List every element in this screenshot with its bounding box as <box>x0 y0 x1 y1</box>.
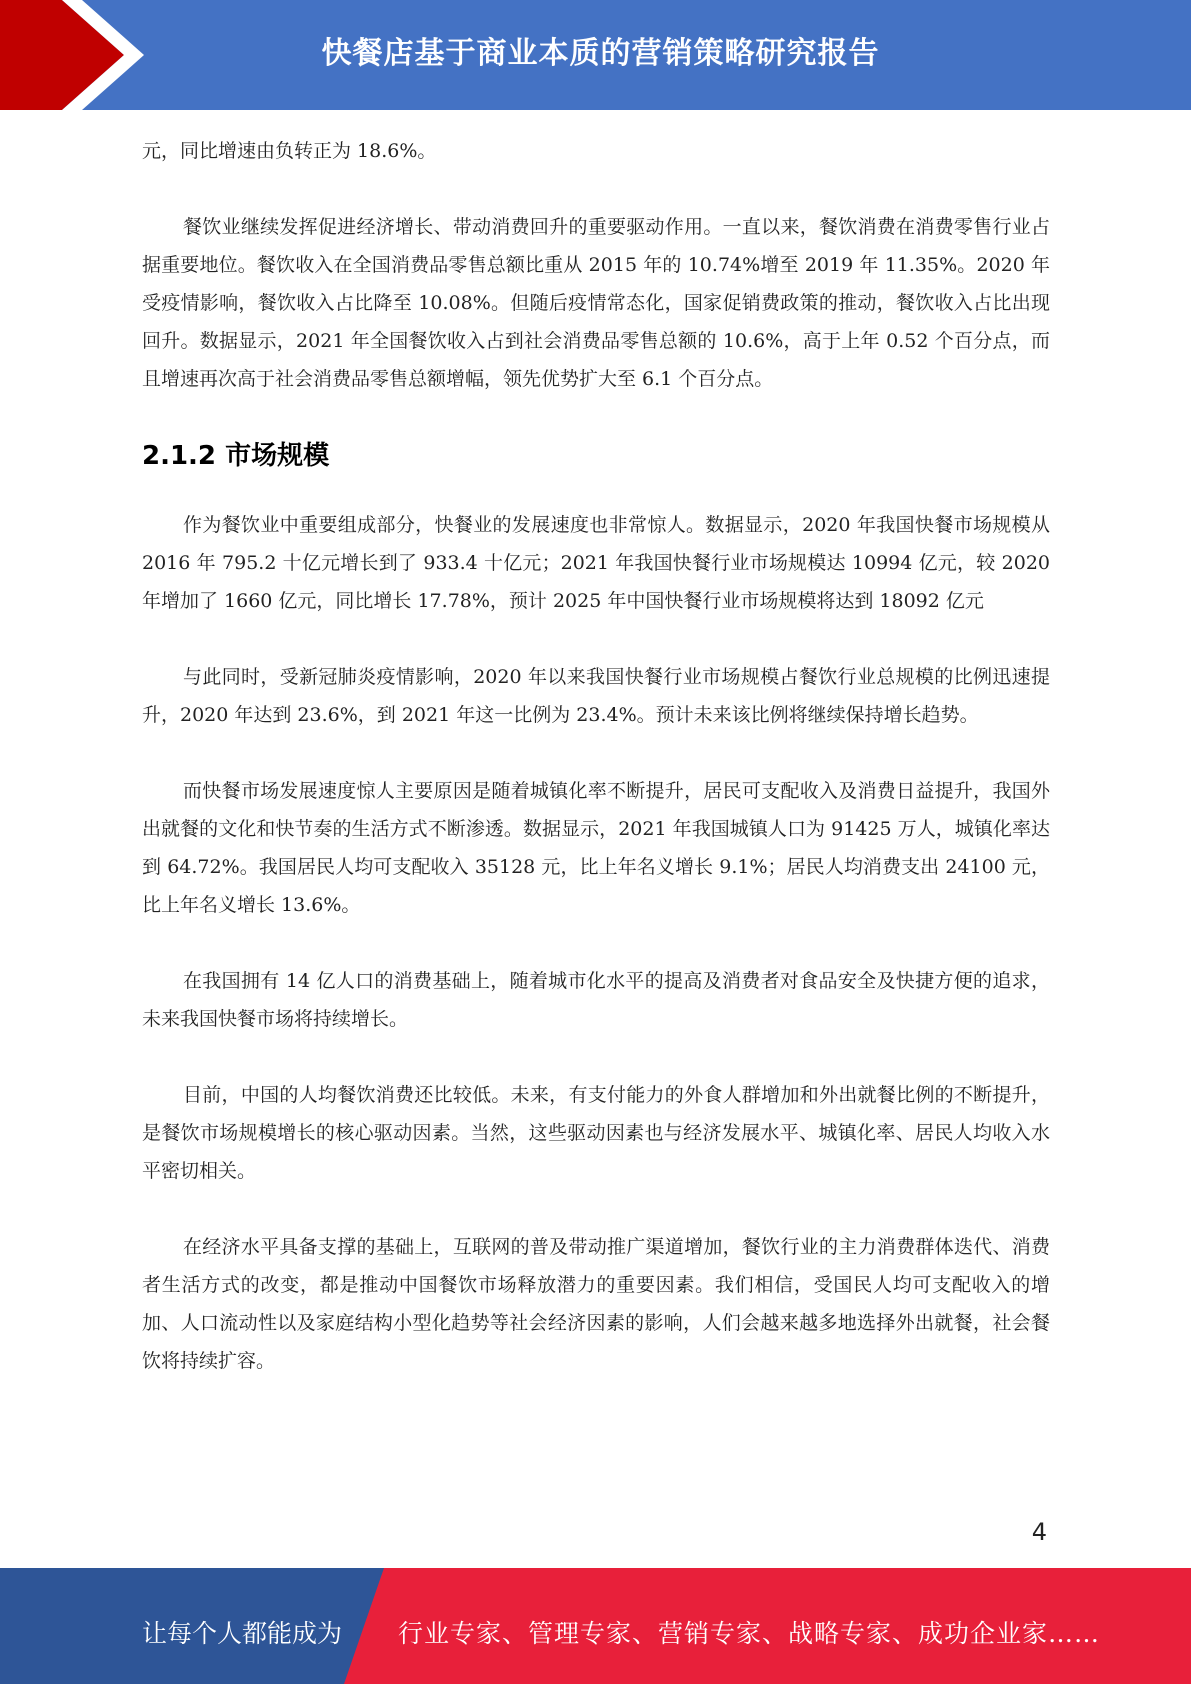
report-title: 快餐店基于商业本质的营销策略研究报告 <box>321 36 880 71</box>
page-footer <box>0 1568 1191 1684</box>
page-number: 4 <box>1031 1518 1047 1546</box>
body-content <box>142 132 1050 1418</box>
paragraph: 在我国拥有 14 亿人口的消费基础上，随着城市化水平的提高及消费者对食品安全及快捷方便的追求，未来我国快餐市场将持续增长。 <box>142 970 1050 1030</box>
paragraph: 作为餐饮业中重要组成部分，快餐业的发展速度也非常惊人。数据显示，2020 年我国快餐市场规模从 2016 年 795.2 十亿元增长到了 933.4 十亿元；2021 年我国快餐行业市场规模达 10994 亿元，较 2020 年增加了 1660 亿元，同比增长 17.78%，预计 2025 年中国快餐行业市场规模将达到 18092 亿元 <box>142 514 1050 612</box>
page-header <box>0 0 1191 110</box>
chevron-arrow-icon <box>0 0 150 110</box>
paragraph: 元，同比增速由负转正为 18.6%。 <box>142 140 437 162</box>
paragraph: 餐饮业继续发挥促进经济增长、带动消费回升的重要驱动作用。一直以来，餐饮消费在消费零售行业占据重要地位。餐饮收入在全国消费品零售总额比重从 2015 年的 10.74%增至 2019 年 11.35%。2020 年受疫情影响，餐饮收入占比降至 10.08%。但随后疫情常态化，国家促销费政策的推动，餐饮收入占比出现回升。数据显示，2021 年全国餐饮收入占到社会消费品零售总额的 10.6%，高于上年 0.52 个百分点，而且增速再次高于社会消费品零售总额增幅，领先优势扩大至 6.1 个百分点。 <box>142 216 1050 390</box>
section-heading: 2.1.2 市场规模 <box>142 441 330 471</box>
paragraph: 而快餐市场发展速度惊人主要原因是随着城镇化率不断提升，居民可支配收入及消费日益提升，我国外出就餐的文化和快节奏的生活方式不断渗透。数据显示，2021 年我国城镇人口为 91425 万人，城镇化率达到 64.72%。我国居民人均可支配收入 35128 元，比上年名义增长 9.1%；居民人均消费支出 24100 元，比上年名义增长 13.6%。 <box>142 780 1050 916</box>
paragraph: 在经济水平具备支撑的基础上，互联网的普及带动推广渠道增加，餐饮行业的主力消费群体迭代、消费者生活方式的改变，都是推动中国餐饮市场释放潜力的重要因素。我们相信，受国民人均可支配收入的增加、人口流动性以及家庭结构小型化趋势等社会经济因素的影响，人们会越来越多地选择外出就餐，社会餐饮将持续扩容。 <box>142 1236 1050 1372</box>
footer-slogan-right: 行业专家、管理专家、营销专家、战略专家、成功企业家…… <box>398 1619 1101 1648</box>
paragraph: 与此同时，受新冠肺炎疫情影响，2020 年以来我国快餐行业市场规模占餐饮行业总规模的比例迅速提升，2020 年达到 23.6%，到 2021 年这一比例为 23.4%。预计未来该比例将继续保持增长趋势。 <box>142 666 1050 726</box>
paragraph: 目前，中国的人均餐饮消费还比较低。未来，有支付能力的外食人群增加和外出就餐比例的不断提升，是餐饮市场规模增长的核心驱动因素。当然，这些驱动因素也与经济发展水平、城镇化率、居民人均收入水平密切相关。 <box>142 1084 1050 1182</box>
footer-slogan-left: 让每个人都能成为 <box>142 1619 343 1648</box>
